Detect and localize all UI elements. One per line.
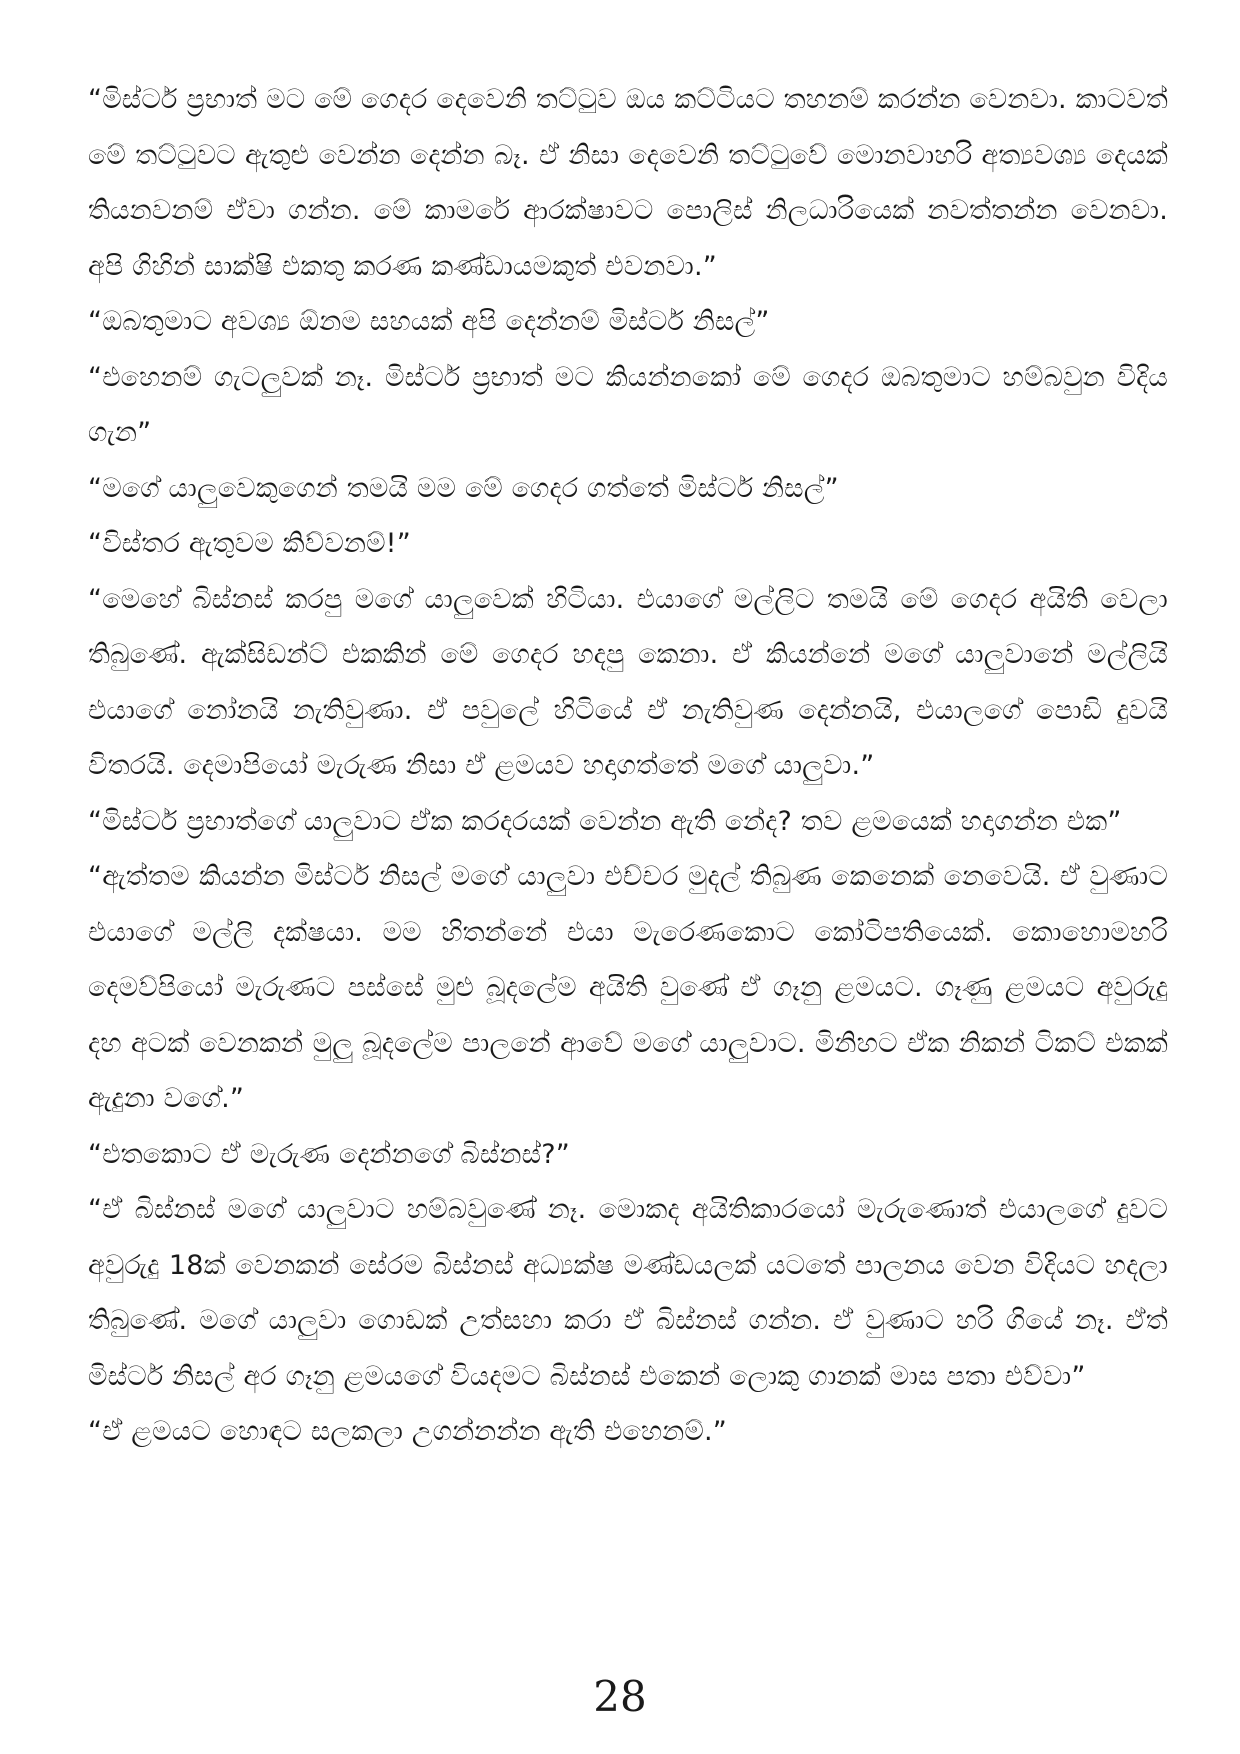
paragraph: “විස්තර ඇතුවම කිව්වනම්!” [88,528,411,559]
paragraph: “ඒ බිස්නස් මගේ යාලුවාට හම්බවුණේ නෑ. මොකද අයිතිකාරයෝ මැරුණොත් එයාලගේ දුවට අවුරුදු 18ක් වෙනකන් සේරම බිස්නස් අධ්‍යක්ෂ මණ්ඩයලක් යටතේ පාලනය වෙන විදියට හදලා තිබුණේ. මගේ යාලුවා ගොඩක් උත්සහා කරා ඒ බිස්නස් ගන්න. ඒ වුණාට හරි ගියේ නෑ. ඒත් මිස්ටර් නිසල් අර ගෑනු ළමයගේ වියදමට බිස්නස් එකෙන් ලොකු ගානක් මාස පතා එව්වා” [88,1194,1168,1392]
paragraph: “මිස්ටර් ප්‍රභාත්ගේ යාලුවාට ඒක කරදරයක් වෙන්න ඇති නේද? තව ළමයෙක් හදාගන්න එක” [88,805,1122,837]
paragraph: “ඔබතුමාට අවශ්‍ය ඕනම සහයක් අපි දෙන්නම් මිස්ටර් නිසල්” [88,306,770,337]
paragraph: “මගේ යාලුවෙකුගෙන් තමයි මම මේ ගෙදර ගත්තේ මිස්ටර් නිසල්” [88,472,839,504]
page-number: 28 [593,1672,647,1721]
paragraph: “ඇත්තම කියන්න මිස්ටර් නිසල් මගේ යාලුවා එච්චර මුදල් තිබුණ කෙනෙක් නෙවෙයි. ඒ වුණාට එයාගේ මල්ලි දක්ෂයා. මම හිතන්නේ එයා මැරෙණකොට කෝටිපතියෙක්. කොහොමහරි දෙමව්පියෝ මැරුණට පස්සේ මුළු බූදලේම අයිති වුණේ ඒ ගෑනු ළමයට. ගෑණු ළමයට අවුරුදු දහ අටක් වෙනකන් මුලු බූදලේම පාලනේ ආවේ මගේ යාලුවාට. මිනිහට ඒක නිකන් ටිකට් එකක් ඇදුනා වගේ.” [88,861,1168,1114]
paragraph: “මිස්ටර් ප්‍රභාත් මට මේ ගෙදර දෙවෙනි තට්ටුව ඔය කට්ටියට තහනම් කරන්න වෙනවා. කාටවත් මේ තට්ටුවට ඇතුළු වෙන්න දෙන්න බෑ. ඒ නිසා දෙවෙනි තට්ටුවේ මොනවාහරි අත්‍යවශ්‍ය දෙයක් තියනවනම් ඒවා ගන්න. මේ කාමරේ ආරක්ෂාවට පොලිස් නිලධාරියෙක් නවත්තන්න වෙනවා. අපි ගිහින් සාක්ෂි එකතු කරණ කණ්ඩායමකුත් එවනවා.” [88,84,1168,282]
paragraph: “එතකොට ඒ මැරුණ දෙන්නගේ බිස්නස්?” [88,1138,570,1170]
body-text [88,72,1168,1460]
paragraph: “එහෙනම් ගැටලුවක් නෑ. මිස්ටර් ප්‍රභාත් මට කියන්නකෝ මේ ගෙදර ඔබතුමාට හම්බවුන විදිය ගැන” [88,361,1168,448]
paragraph: “ඒ ළමයට හොඳට සලකලා උගන්නන්න ඇති එහෙනම්.” [88,1416,727,1447]
paragraph: “මෙහේ බිස්නස් කරපු මගේ යාලුවෙක් හිටියා. එයාගේ මල්ලිට තමයි මේ ගෙදර අයිති වෙලා තිබුණේ. ඇක්සිඩන්ට් එකකින් මේ ගෙදර හදපු කෙනා. ඒ කියන්නේ මගේ යාලුවානේ මල්ලියි එයාගේ නෝනයි නැතිවුණා. ඒ පවුලේ හිටියේ ඒ නැතිවුණ දෙන්නයි, එයාලගේ පොඩි දුවයි විතරයි. දෙමාපියෝ මැරුණ නිසා ඒ ළමයව හදාගත්තේ මගේ යාලුවා.” [88,583,1168,781]
